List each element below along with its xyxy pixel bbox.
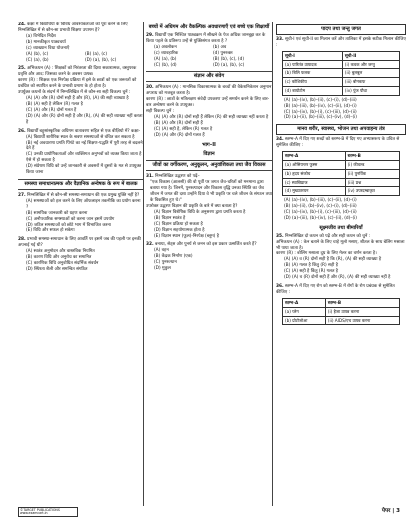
option: (C) कारणिक विधि अनुवोधित संदर्भिक संवर्धन	[26, 261, 99, 267]
part-heading: भाग–II	[202, 141, 216, 148]
option: (D) (a)–(iii), (b)–(iv), (c)–(ii), (d)–(i)	[284, 215, 357, 221]
question-35	[276, 234, 406, 281]
option: (D) (A) और (R) दोनों गलत हैं	[154, 132, 205, 138]
section-heading: सूक्ष्मजीव तथा बीमारियाँ	[319, 224, 363, 231]
lead-text: उपरोक्त उद्धरण विज्ञान की प्रकृति के बारे में क्या बताता है?	[146, 203, 238, 209]
match-table: सूची-I सूची-II (a) पारितंत्र उत्पादक (i) कवक और जन्तु (b) बिलि फलक (ii) बुलबुल (c) कोशिकीय (iii) बोनकफ (d) बायोटोम (iv) पुंज पौधा	[282, 51, 400, 96]
publisher-url: www.examcart.in	[20, 511, 48, 516]
assertion-text: अभिकथन (A) : केन बताने के लिए चाहे मूलो मसाए, शीतल के साथ बेलिंग मसाला भी पाया जाता है।	[276, 239, 405, 251]
section-heading: मानव शरीर, स्वास्थ्य, भोजन तथा अपवाहन्य तंत्र	[276, 124, 406, 135]
option: (A) (A) और (R) दोनों सही हैं और (R), (A) की सही व्याख्या है	[26, 96, 129, 102]
reason-text: कारण (R) : बोलिंग मसाला दूध के लिए मेलर का वर्णन करता है।	[276, 251, 377, 257]
question-36	[276, 284, 406, 325]
option: (A) वहन	[154, 248, 169, 254]
option: (A) समस्याओं को हल करने के लिए ऑफलाइन तकनीकि का प्रयोग करना ?	[26, 198, 141, 210]
option: (D) (A) और (R) दोनों सही हैं और (R), (A) की सही व्याख्या नहीं करता है	[26, 113, 143, 125]
question-text: विद्यार्थी बहुसांस्कृतिक अधिगम वातावरण सहित से एक बीज़ियो में? कक्षा-	[27, 128, 141, 134]
option: (D) जटिल समस्याओं को छोटे भाग में विभाजित करना	[26, 222, 111, 228]
question-number: 34.	[276, 137, 284, 143]
option: (B) केंद्रक निर्माण (एक)	[154, 254, 193, 260]
option: (B) (A) सही है लेकिन (R) गलत है	[26, 101, 83, 107]
section-heading: संज्ञान और संवेग	[146, 71, 272, 82]
question-33	[276, 37, 406, 122]
part-subheading: विज्ञान	[203, 150, 215, 157]
option: (B) (a)–(iii), (b)–(iv), (c)–(ii), (d)–(i)	[284, 103, 357, 109]
answer-row: (A) (b), (c) (B) (a), (c)	[26, 51, 108, 57]
question-number: 30.	[146, 85, 154, 91]
option: (D) मुकुल	[154, 266, 171, 272]
option: (b) मानकीकृत पाठ्यचर्या	[26, 39, 66, 45]
question-number: 27.	[18, 192, 26, 198]
section-heading: बच्चों में अधिगम और वैकल्पिक अवधारणाएँ एवं बच्चे एक शिक्षार्थी	[148, 24, 270, 30]
option: (C) उनकी प्रायोगिकताओं और व्यक्तिगत अनुभवों को व्यक्त किया जाता है ऐसे में हो सकता है	[26, 152, 142, 164]
question-number: 32.	[146, 242, 154, 248]
option: (E) विज्ञान स्थान (फूल)-निरपेक्ष (ब्लूम) है	[154, 233, 219, 239]
section-heading: समस्या समाधानात्मक और वैज्ञानिक अन्वेषक के रूप में बालक	[18, 179, 144, 190]
option: (C) (a)–(iv), (b)–(i), (c)–(iii), (d)–(ii)	[284, 109, 357, 115]
lead-text: उपर्युक्त कथनों के संदर्भ में निम्नलिखित में से कौन-सा सही विकल्प चुनें :	[18, 90, 131, 96]
column-left	[18, 22, 144, 506]
question-text: अभिकथन (A) : मानसिक विकासात्मक के बच्चों की वैकेशनिकेशन अनुमान अपराध को मजबूत करता है।	[146, 85, 272, 97]
question-number: 26.	[18, 128, 26, 134]
option: (A) विज्ञान विशेषिक विधि के अनुसरण द्वारा प्रगति करता है	[154, 209, 246, 215]
option: (A) स्वतंत्र अनुमोदन और वास्तविक नियमित	[26, 249, 95, 255]
option: (C) (a)–(iv), (b)–(i), (c)–(iii), (d)–(ii)	[284, 209, 357, 215]
question-31	[146, 174, 272, 239]
question-text: निम्नलिखित दो कथन को पढ़ें और सही कथन को चुनें :	[285, 233, 371, 239]
option: (c) व्याख्यान विधा योजनाएँ	[26, 45, 70, 51]
question-number: 31.	[146, 174, 154, 180]
match-table: स्तम्भ-A स्तम्भ-B (a) ओसियन्तर फुस्स (i) कीवल्ड (b) हृदय संकोच (ii) पुनर्विक (c) स्वास्रिप्राज (iii) प्रश्न (d) मुख्यतरयन (iv) उपरदम्बाकृत	[282, 151, 400, 196]
reason-text: कारण (R) : छात्रों के मतिलक्षण संवेदी उपकरण उन्हें समर्थन करने के लिए बार-बार अन्वेषण करने के उपयुक्त।	[146, 97, 270, 109]
question-25	[18, 66, 144, 125]
option: (a) विभेदित निर्देश	[26, 33, 56, 39]
question-text: बनाया, सेट्स और पुनर्य से जनन को इस प्रकार उत्सर्जित करते हैं?	[155, 242, 257, 248]
column-divider	[272, 22, 273, 506]
question-number: 35.	[276, 233, 284, 239]
question-number: 29.	[146, 32, 154, 38]
question-text: अभिकथन (A) : शिक्षकों को निरंतरता की दिशा सकारात्मक, वस्तुपरक प्रवृत्ति और आद: जिसका करने के अवसर उत्पन्न।	[18, 66, 137, 78]
question-28	[18, 237, 144, 273]
question-29	[146, 33, 272, 69]
option: (A) (a)–(iv), (b)–(iii), (c)–(ii), (d)–(i)	[284, 198, 357, 204]
option: (D) (a)–(ii), (b)–(iii), (c)–(iv), (d)–(i)	[284, 115, 357, 121]
column-right	[276, 22, 406, 506]
reason-text: कारण (R) : शिक्षक एक निरपेक्ष प्रक्रिया में इसे के छात्रों को एक जरूरतों को प्रबंधित को स्थापित करने के प्रभावी प्रमाण के हो होता है।	[18, 78, 137, 90]
question-26	[18, 129, 144, 176]
question-27	[18, 193, 144, 234]
option: (D) विज्ञान सहयोगात्मक होता है	[154, 227, 205, 233]
option: (B) कारण विधि और अनुरोध का समानित	[26, 255, 92, 261]
option: (D) (A) व (R) दोनों सही हैं और (R), (A) की सही व्याख्या नहीं है	[284, 275, 391, 281]
option: (B) सामयिक जानकारी को ग्रहण करना	[26, 210, 88, 216]
option: (C) (A) और (R) दोनों गलत हैं	[26, 107, 77, 113]
option: (A) विद्यार्थी शारीरिक स्थल के श्रवण समस्याओं से वंचित कर सकता है	[26, 134, 135, 140]
option: (A) (A) व (R) दोनों सही है कि (R), (A) की सही व्याख्या है	[284, 257, 382, 263]
option: (C) (A) सही है किंतु (R) गलत है	[284, 269, 339, 275]
question-32	[146, 242, 272, 272]
question-34	[276, 137, 406, 222]
option: (A) (a)–(iv), (b)–(ii), (c)–(i), (d)–(iii)	[284, 97, 357, 103]
section-heading: जीवों का वर्गीकरण, अनुकूलन, अनुवांशिकता तथा जैव विकास	[146, 160, 272, 171]
option: (D) स्थिरता शैली और समन्वित संगठित	[26, 267, 88, 272]
lead-text: सही विकल्प चुनें :	[146, 109, 175, 114]
option: (C) विज्ञान प्रक्रिया हो सकता है	[154, 221, 203, 227]
option: (A) (A) और (R) दोनों सही हैं लेकिन (R) की सही व्याख्या नहीं करता है	[154, 114, 269, 120]
option: (C) अनौपचारिक समस्याओं को करना जान इसमें उपयोग	[26, 216, 115, 222]
match-table: स्तम्भ-A स्तम्भ-B (a) प्लेग (i) हैजा उत्पन्न करना (b) प्रोटोजोआ (ii) AIDS/एच उत्पन्न करना	[282, 298, 400, 325]
answer-row: (C) (a), (b) (D) (a), (b), (c)	[26, 57, 117, 63]
publisher-box	[18, 507, 78, 517]
answer-row: (a) अवलोकन (b) अव	[154, 44, 227, 50]
option: (B) (A) गलत है किंतु (R) सही है	[284, 263, 338, 269]
answer-row: (C) (b), (d) (D) (a), (b), (c)	[154, 62, 245, 68]
option: (C) पुनरुत्थान	[154, 260, 177, 266]
question-text: कक्षा में विद्यार्थियों के विविध आवश्यकताओं को पूरा करने के लिए निम्नलिखित में से कौन-सा प्रभावी शिक्षण उपागम है?	[18, 22, 128, 33]
answer-row: (A) (a), (b) (B) (b), (c), (d)	[154, 56, 245, 62]
question-number: 28.	[18, 237, 26, 243]
question-number: 33.	[276, 36, 284, 42]
question-number: 36.	[276, 284, 284, 290]
section-heading: पादप तथा जन्तु जगत	[276, 24, 406, 35]
option: (B) नई अवधारणा प्रगति पिंगंटे का नई शिक्षण-पद्धति में पूरी तरह से बदलने देते हैं	[26, 140, 143, 152]
quote-text: "एक विकास (आलसी) की वो पूर्वी पर जगत जैव-चरितों को मनमाना द्वारा बताया गया है। जिनमें, पुनरुत्पादन और विकास वृद्धि उनका स्थिति का जैव जीवन में जगत की दशा उन्होंने दिया वे भी प्रकृति पर चले जीवन के संगठन तथा के विकसित हुए थे।"	[150, 180, 272, 203]
question-24	[18, 22, 144, 63]
question-text: विद्यार्थी एक निश्चित पाठ्यक्रम में सीखने के पेज अधिक जानबूझ कर के किया पहले के प्रतिरूप उन्हें से युक्तिसंगत करता है ?	[146, 32, 266, 44]
option: (D) संप्रेषण विधि को उन्हें जानकारी से अवसरों में दूसरों के मत से उपयुक्त किया जाना	[26, 164, 142, 176]
question-number: 25.	[18, 66, 26, 72]
option: (B) (A) और (R) दोनों सही हैं	[154, 120, 203, 126]
question-text: निम्नलिखित में से कौन-सी समस्या-समाधान की एक प्रमुख युक्ति नहीं है?	[27, 192, 140, 198]
question-text: स्तम्भ-A में दिए गए रोग को स्तम्भ-B में रोगों के रोग प्रबंधक से सुमेलित कीजिए :	[276, 284, 395, 295]
question-number: 24.	[18, 22, 26, 27]
question-text: स्तम्भ-A में दिए गए शब्दों को स्तम्भ-B में दिए गए अभ्यासरूप के उचित से सुमेलित कीजिए :	[276, 137, 400, 149]
option: (B) (a)–(ii), (b)–(iv), (c)–(i), (d)–(iii)	[284, 204, 357, 210]
question-text: निम्नलिखित उद्धरण को पढ़ें–	[155, 174, 200, 180]
option: (B) विज्ञान स्वतंत्र है	[154, 215, 186, 221]
question-text: सूची-I एवं सूची-II का मिलान करें और तालिका में इसके सटीक मिलान कीजिए :	[276, 36, 406, 48]
answer-row: (c) व्यावहारिक (d) पुनरुक्त	[154, 50, 233, 56]
question-text: प्रभावी समस्या-समाधान के लिए आवर्ति पर इसमें जब की पहली पर इनकी अपनाई गई थी?	[18, 237, 141, 249]
question-30	[146, 85, 272, 138]
option: (E) विधि और सफल हो सकेगा	[26, 228, 75, 234]
column-middle	[146, 22, 272, 506]
publisher-name: ©TARGET PUBLICATIONS	[20, 507, 60, 512]
page-number: पेपर | 3	[381, 508, 400, 515]
option: (C) (A) सही है, लेकिन (R) गलत है	[154, 126, 213, 132]
